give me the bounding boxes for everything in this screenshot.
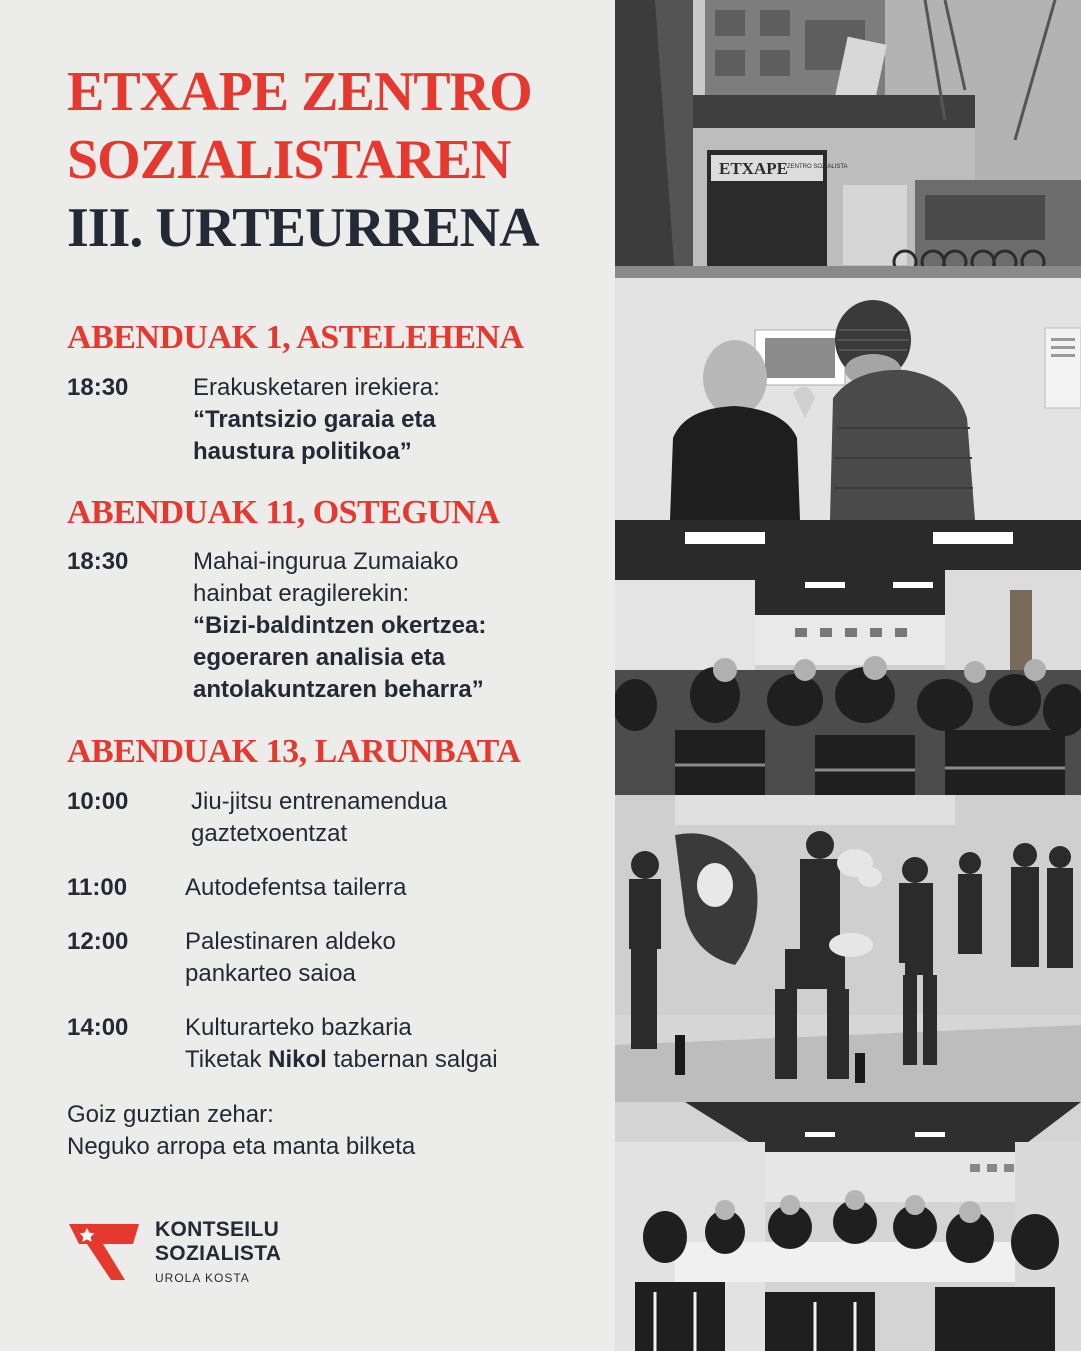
event-description	[185, 872, 406, 904]
day-heading-1: ABENDUAK 1, ASTELEHENA	[67, 319, 524, 356]
photo-building-exterior	[615, 0, 1081, 278]
event-line: Erakusketaren irekiera:	[193, 374, 440, 401]
organization-logo	[67, 1218, 347, 1288]
note-line-1: Goiz guztian zehar:	[67, 1101, 274, 1128]
logo-subtitle: UROLA KOSTA	[155, 1271, 250, 1285]
event-time: 12:00	[67, 928, 129, 955]
day-heading-3: ABENDUAK 13, LARUNBATA	[67, 733, 521, 770]
title-line-2: SOZIALISTAREN	[67, 129, 511, 191]
event-line: egoeraren analisia eta	[193, 644, 446, 671]
photo-exhibition-viewers	[615, 278, 1081, 520]
event-time: 10:00	[67, 788, 129, 815]
red-flag-icon	[67, 1220, 143, 1282]
logo-line-1: KONTSEILU	[155, 1218, 280, 1241]
event-line: haustura politikoa”	[193, 438, 412, 465]
event-line: Palestinaren aldeko	[185, 928, 396, 955]
event-description	[185, 926, 396, 990]
ticket-prefix: Tiketak	[185, 1046, 269, 1073]
event-line: Kulturarteko bazkaria	[185, 1014, 412, 1041]
event-description	[193, 372, 440, 468]
event-line: antolakuntzaren beharra”	[193, 676, 484, 703]
photo-shared-lunch	[615, 1102, 1081, 1351]
logo-text	[155, 1218, 281, 1286]
logo-line-2: SOZIALISTA	[155, 1242, 282, 1265]
event-description	[193, 546, 486, 706]
event-time: 14:00	[67, 1014, 129, 1041]
ticket-suffix: tabernan salgai	[326, 1046, 498, 1073]
title-line-3: III. URTEURRENA	[67, 197, 539, 259]
day-heading-2: ABENDUAK 11, OSTEGUNA	[67, 494, 500, 531]
event-line: Mahai-ingurua Zumaiako	[193, 548, 459, 575]
event-description	[191, 786, 447, 850]
photo-talk-audience	[615, 520, 1081, 795]
poster-title	[67, 58, 539, 262]
event-time: 11:00	[67, 874, 128, 901]
event-line: pankarteo saioa	[185, 960, 356, 987]
event-line: Jiu-jitsu entrenamendua	[191, 788, 448, 815]
ticket-place: Nikol	[268, 1046, 327, 1073]
title-line-1: ETXAPE ZENTRO	[67, 61, 532, 123]
event-line: hainbat eragilerekin:	[193, 580, 410, 607]
ticket-line	[185, 1044, 498, 1076]
event-line: “Trantsizio garaia eta	[193, 406, 436, 433]
event-time: 18:30	[67, 548, 129, 575]
event-line: “Bizi-baldintzen okertzea:	[193, 612, 487, 639]
event-line: gaztetxoentzat	[191, 820, 348, 847]
photo-self-defense-training	[615, 795, 1081, 1102]
event-description	[185, 1012, 498, 1076]
event-time: 18:30	[67, 374, 129, 401]
note-line-2: Neguko arropa eta manta bilketa	[67, 1133, 416, 1160]
building-sign-small-text: ZENTRO SOZIALISTA	[787, 164, 848, 170]
photo-column	[615, 0, 1081, 1351]
building-sign-text: ETXAPE	[719, 159, 788, 178]
all-morning-note	[67, 1099, 415, 1163]
event-line: Autodefentsa tailerra	[185, 874, 407, 901]
